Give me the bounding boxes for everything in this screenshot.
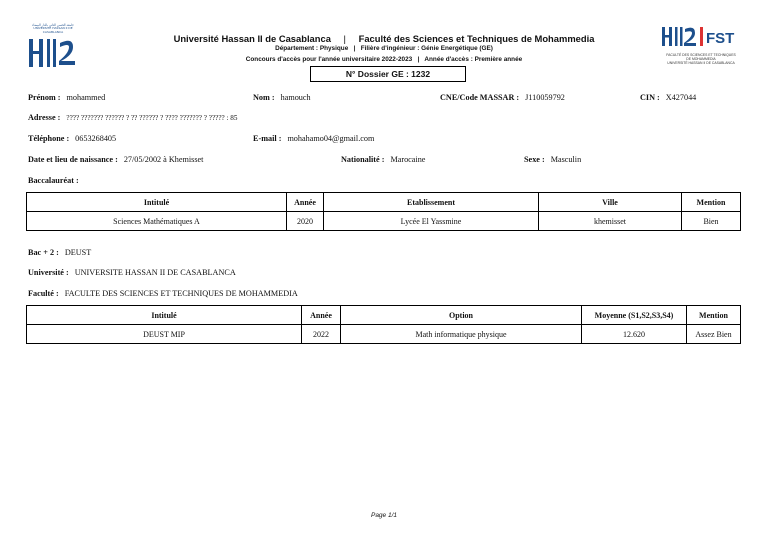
adresse-label: Adresse : — [28, 113, 61, 122]
table-cell: DEUST MIP — [27, 325, 302, 344]
dossier-number: N° Dossier GE : 1232 — [310, 66, 466, 82]
table-cell: 12.620 — [582, 325, 687, 344]
column-header: Ville — [539, 193, 682, 212]
column-header: Intitulé — [27, 193, 287, 212]
cin-field — [640, 93, 696, 102]
naissance-value: 27/05/2002 à Khemisset — [123, 155, 204, 164]
faculte-label: Faculté : — [28, 289, 59, 298]
logo-left-arabic: جامعة الحسن الثاني بالدار البيضاء — [32, 23, 74, 27]
faculte-value: FACULTE DES SCIENCES ET TECHNIQUES DE MOHAMMEDIA — [64, 289, 298, 298]
column-header: Mention — [687, 306, 741, 325]
table-header-row — [27, 306, 741, 325]
table-cell: Bien — [682, 212, 741, 231]
nom-label: Nom : — [253, 93, 275, 102]
column-header: Année — [287, 193, 324, 212]
cne-value: J110059792 — [525, 93, 565, 102]
table-cell: Sciences Mathématiques A — [27, 212, 287, 231]
column-header: Etablissement — [324, 193, 539, 212]
baccalaureat-label: Baccalauréat : — [28, 176, 79, 185]
nationalite-field — [341, 155, 425, 164]
cin-label: CIN : — [640, 93, 660, 102]
department-line: Département : Physique | Filière d'ingénieur : Génie Energétique (GE) — [275, 45, 493, 52]
telephone-label: Téléphone : — [28, 134, 70, 143]
column-header: Option — [341, 306, 582, 325]
fst-caption-1: FACULTÉ DES SCIENCES ET TECHNIQUES — [666, 53, 736, 57]
table-cell: 2022 — [302, 325, 341, 344]
bac2-field — [28, 248, 91, 257]
fst-caption-2: DE MOHAMMEDIA — [686, 57, 716, 61]
sexe-value: Masculin — [550, 155, 582, 164]
email-label: E-mail : — [253, 134, 282, 143]
nationalite-label: Nationalité : — [341, 155, 385, 164]
column-header: Moyenne (S1,S2,S3,S4) — [582, 306, 687, 325]
page-number: Page 1/1 — [370, 512, 398, 519]
faculte-field — [28, 289, 298, 298]
title-separator: | — [343, 33, 346, 44]
table-cell: 2020 — [287, 212, 324, 231]
document-title — [0, 33, 768, 44]
table-row — [27, 325, 741, 344]
table-cell: Lycée El Yassmine — [324, 212, 539, 231]
table-header-row — [27, 193, 741, 212]
fst-caption-3: UNIVERSITÉ HASSAN II DE CASABLANCA — [667, 61, 735, 65]
logo-left-french: UNIVERSITÉ HASSAN II DE CASABLANCA — [33, 26, 73, 34]
nom-value: hamouch — [280, 93, 311, 102]
bac2-value: DEUST — [64, 248, 92, 257]
universite-label: Université : — [28, 268, 69, 277]
adresse-value: ???? ??????? ?????? ? ?? ?????? ? ???? ??????? ? ????? : 85 — [66, 114, 238, 122]
cne-label: CNE/Code MASSAR : — [440, 93, 520, 102]
cne-field — [440, 93, 565, 102]
fst-logo-text: FST — [706, 30, 735, 47]
cin-value: X427044 — [665, 93, 697, 102]
nationalite-value: Marocaine — [390, 155, 426, 164]
table-cell: Assez Bien — [687, 325, 741, 344]
sexe-field — [524, 155, 581, 164]
baccalaureat-heading — [28, 176, 85, 185]
column-header: Année — [302, 306, 341, 325]
prenom-label: Prénom : — [28, 93, 61, 102]
concours-line: Concours d'accès pour l'année universitaire 2022-2023 | Année d'accès : Première année — [245, 56, 523, 63]
universite-field — [28, 268, 236, 277]
baccalaureat-table — [26, 192, 741, 231]
sexe-label: Sexe : — [524, 155, 545, 164]
telephone-value: 0653268405 — [75, 134, 117, 143]
column-header: Intitulé — [27, 306, 302, 325]
naissance-label: Date et lieu de naissance : — [28, 155, 118, 164]
table-row — [27, 212, 741, 231]
email-field — [253, 134, 374, 143]
prenom-field — [28, 93, 105, 102]
adresse-field — [28, 113, 238, 122]
university-name: Université Hassan II de Casablanca — [173, 33, 331, 44]
nom-field — [253, 93, 311, 102]
email-value: mohahamo04@gmail.com — [287, 134, 375, 143]
table-cell: Math informatique physique — [341, 325, 582, 344]
bac2-label: Bac + 2 : — [28, 248, 59, 257]
universite-value: UNIVERSITE HASSAN II DE CASABLANCA — [74, 268, 236, 277]
column-header: Mention — [682, 193, 741, 212]
prenom-value: mohammed — [66, 93, 106, 102]
table-cell: khemisset — [539, 212, 682, 231]
bac2-table — [26, 305, 741, 344]
naissance-field — [28, 155, 203, 164]
telephone-field — [28, 134, 116, 143]
faculty-name: Faculté des Sciences et Techniques de Mohammedia — [358, 33, 595, 44]
